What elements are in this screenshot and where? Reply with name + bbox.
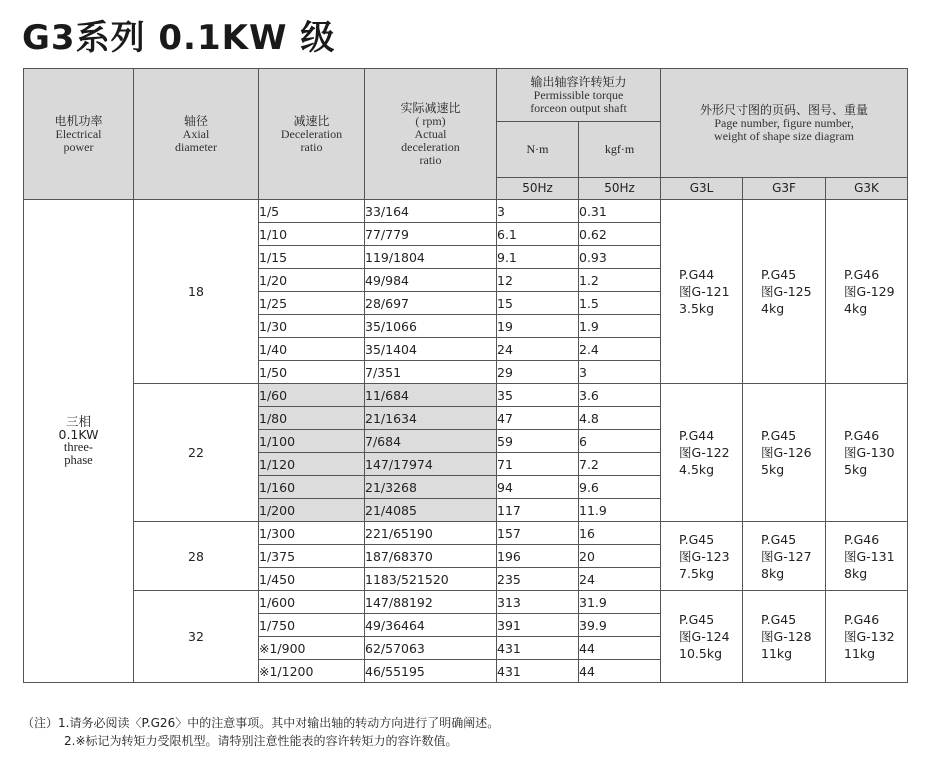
table-row — [24, 591, 908, 614]
actual-ratio-cell: 11/684 — [365, 384, 497, 407]
header-actual-ratio: 实际减速比 ( rpm) Actual deceleration ratio — [365, 69, 497, 200]
ratio-cell: 1/750 — [259, 614, 365, 637]
torque-nm-cell: 29 — [497, 361, 579, 384]
actual-ratio-cell: 187/68370 — [365, 545, 497, 568]
dimension-cell-g3k: P.G46 图G-129 4kg — [826, 200, 908, 384]
header-unit-kgf: kgf·m — [579, 122, 661, 178]
dimension-cell-g3l: P.G45 图G-124 10.5kg — [661, 591, 743, 683]
torque-nm-cell: 235 — [497, 568, 579, 591]
dimension-cell-g3l: P.G44 图G-121 3.5kg — [661, 200, 743, 384]
actual-ratio-cell: 28/697 — [365, 292, 497, 315]
actual-ratio-cell: 35/1066 — [365, 315, 497, 338]
header-g3f: G3F — [743, 178, 826, 200]
torque-nm-cell: 196 — [497, 545, 579, 568]
torque-kgf-cell: 31.9 — [579, 591, 661, 614]
header-ratio: 减速比 Deceleration ratio — [259, 69, 365, 200]
actual-ratio-cell: 49/36464 — [365, 614, 497, 637]
dimension-cell-g3f: P.G45 图G-125 4kg — [743, 200, 826, 384]
torque-kgf-cell: 3.6 — [579, 384, 661, 407]
dimension-cell-g3f: P.G45 图G-126 5kg — [743, 384, 826, 522]
actual-ratio-cell: 119/1804 — [365, 246, 497, 269]
torque-kgf-cell: 6 — [579, 430, 661, 453]
ratio-cell: 1/100 — [259, 430, 365, 453]
torque-kgf-cell: 1.2 — [579, 269, 661, 292]
header-dimension: 外形尺寸图的页码、图号、重量 Page number, figure number, weight of shape size diagram — [661, 69, 908, 178]
torque-kgf-cell: 9.6 — [579, 476, 661, 499]
actual-ratio-cell: 221/65190 — [365, 522, 497, 545]
torque-nm-cell: 431 — [497, 660, 579, 683]
actual-ratio-cell: 49/984 — [365, 269, 497, 292]
actual-ratio-cell: 21/1634 — [365, 407, 497, 430]
ratio-cell: 1/40 — [259, 338, 365, 361]
actual-ratio-cell: 46/55195 — [365, 660, 497, 683]
shaft-cell: 28 — [134, 522, 259, 591]
actual-ratio-cell: 147/88192 — [365, 591, 497, 614]
ratio-cell: 1/120 — [259, 453, 365, 476]
spec-table-body — [24, 200, 908, 683]
torque-kgf-cell: 11.9 — [579, 499, 661, 522]
torque-kgf-cell: 7.2 — [579, 453, 661, 476]
torque-nm-cell: 47 — [497, 407, 579, 430]
header-hz-kgf: 50Hz — [579, 178, 661, 200]
torque-kgf-cell: 20 — [579, 545, 661, 568]
ratio-cell: 1/10 — [259, 223, 365, 246]
ratio-cell: 1/50 — [259, 361, 365, 384]
torque-nm-cell: 9.1 — [497, 246, 579, 269]
ratio-cell: ※1/1200 — [259, 660, 365, 683]
spec-table — [23, 68, 908, 683]
torque-kgf-cell: 1.9 — [579, 315, 661, 338]
torque-kgf-cell: 0.62 — [579, 223, 661, 246]
actual-ratio-cell: 62/57063 — [365, 637, 497, 660]
dimension-cell-g3k: P.G46 图G-132 11kg — [826, 591, 908, 683]
ratio-cell: 1/160 — [259, 476, 365, 499]
torque-nm-cell: 24 — [497, 338, 579, 361]
torque-kgf-cell: 0.93 — [579, 246, 661, 269]
torque-nm-cell: 313 — [497, 591, 579, 614]
note-2: 2.※标记为转矩力受限机型。请特别注意性能表的容许转矩力的容许数值。 — [64, 734, 458, 748]
actual-ratio-cell: 7/351 — [365, 361, 497, 384]
table-row — [24, 200, 908, 223]
dimension-cell-g3l: P.G45 图G-123 7.5kg — [661, 522, 743, 591]
torque-nm-cell: 117 — [497, 499, 579, 522]
ratio-cell: 1/25 — [259, 292, 365, 315]
power-cell: 三相 0.1KW three- phase — [24, 200, 134, 683]
dimension-cell-g3l: P.G44 图G-122 4.5kg — [661, 384, 743, 522]
torque-nm-cell: 35 — [497, 384, 579, 407]
note-1: （注）1.请务必阅读〈P.G26〉中的注意事项。其中对输出轴的转动方向进行了明确阐述。 — [22, 716, 500, 730]
torque-nm-cell: 157 — [497, 522, 579, 545]
ratio-cell: ※1/900 — [259, 637, 365, 660]
torque-nm-cell: 3 — [497, 200, 579, 223]
dimension-cell-g3k: P.G46 图G-131 8kg — [826, 522, 908, 591]
torque-kgf-cell: 1.5 — [579, 292, 661, 315]
actual-ratio-cell: 77/779 — [365, 223, 497, 246]
torque-kgf-cell: 0.31 — [579, 200, 661, 223]
ratio-cell: 1/5 — [259, 200, 365, 223]
ratio-cell: 1/200 — [259, 499, 365, 522]
torque-nm-cell: 59 — [497, 430, 579, 453]
torque-kgf-cell: 16 — [579, 522, 661, 545]
torque-nm-cell: 71 — [497, 453, 579, 476]
ratio-cell: 1/20 — [259, 269, 365, 292]
header-g3k: G3K — [826, 178, 908, 200]
ratio-cell: 1/80 — [259, 407, 365, 430]
header-shaft: 轴径 Axial diameter — [134, 69, 259, 200]
actual-ratio-cell: 33/164 — [365, 200, 497, 223]
actual-ratio-cell: 1183/521520 — [365, 568, 497, 591]
page-title: G3系列 0.1KW 级 — [22, 18, 336, 58]
dimension-cell-g3k: P.G46 图G-130 5kg — [826, 384, 908, 522]
actual-ratio-cell: 21/4085 — [365, 499, 497, 522]
table-row — [24, 522, 908, 545]
header-g3l: G3L — [661, 178, 743, 200]
dimension-cell-g3f: P.G45 图G-127 8kg — [743, 522, 826, 591]
actual-ratio-cell: 21/3268 — [365, 476, 497, 499]
ratio-cell: 1/15 — [259, 246, 365, 269]
torque-kgf-cell: 44 — [579, 637, 661, 660]
shaft-cell: 18 — [134, 200, 259, 384]
ratio-cell: 1/375 — [259, 545, 365, 568]
ratio-cell: 1/30 — [259, 315, 365, 338]
torque-nm-cell: 15 — [497, 292, 579, 315]
torque-nm-cell: 431 — [497, 637, 579, 660]
header-torque: 输出轴容许转矩力 Permissible torque forceon output shaft — [497, 69, 661, 122]
table-row — [24, 384, 908, 407]
notes — [22, 714, 499, 750]
header-unit-nm: N·m — [497, 122, 579, 178]
torque-kgf-cell: 2.4 — [579, 338, 661, 361]
header-power: 电机功率 Electrical power — [24, 69, 134, 200]
torque-nm-cell: 19 — [497, 315, 579, 338]
torque-kgf-cell: 44 — [579, 660, 661, 683]
actual-ratio-cell: 35/1404 — [365, 338, 497, 361]
actual-ratio-cell: 147/17974 — [365, 453, 497, 476]
actual-ratio-cell: 7/684 — [365, 430, 497, 453]
torque-kgf-cell: 24 — [579, 568, 661, 591]
torque-kgf-cell: 3 — [579, 361, 661, 384]
torque-nm-cell: 391 — [497, 614, 579, 637]
ratio-cell: 1/600 — [259, 591, 365, 614]
ratio-cell: 1/60 — [259, 384, 365, 407]
ratio-cell: 1/450 — [259, 568, 365, 591]
shaft-cell: 22 — [134, 384, 259, 522]
torque-kgf-cell: 4.8 — [579, 407, 661, 430]
ratio-cell: 1/300 — [259, 522, 365, 545]
torque-nm-cell: 12 — [497, 269, 579, 292]
torque-nm-cell: 94 — [497, 476, 579, 499]
torque-nm-cell: 6.1 — [497, 223, 579, 246]
header-hz-nm: 50Hz — [497, 178, 579, 200]
shaft-cell: 32 — [134, 591, 259, 683]
torque-kgf-cell: 39.9 — [579, 614, 661, 637]
dimension-cell-g3f: P.G45 图G-128 11kg — [743, 591, 826, 683]
